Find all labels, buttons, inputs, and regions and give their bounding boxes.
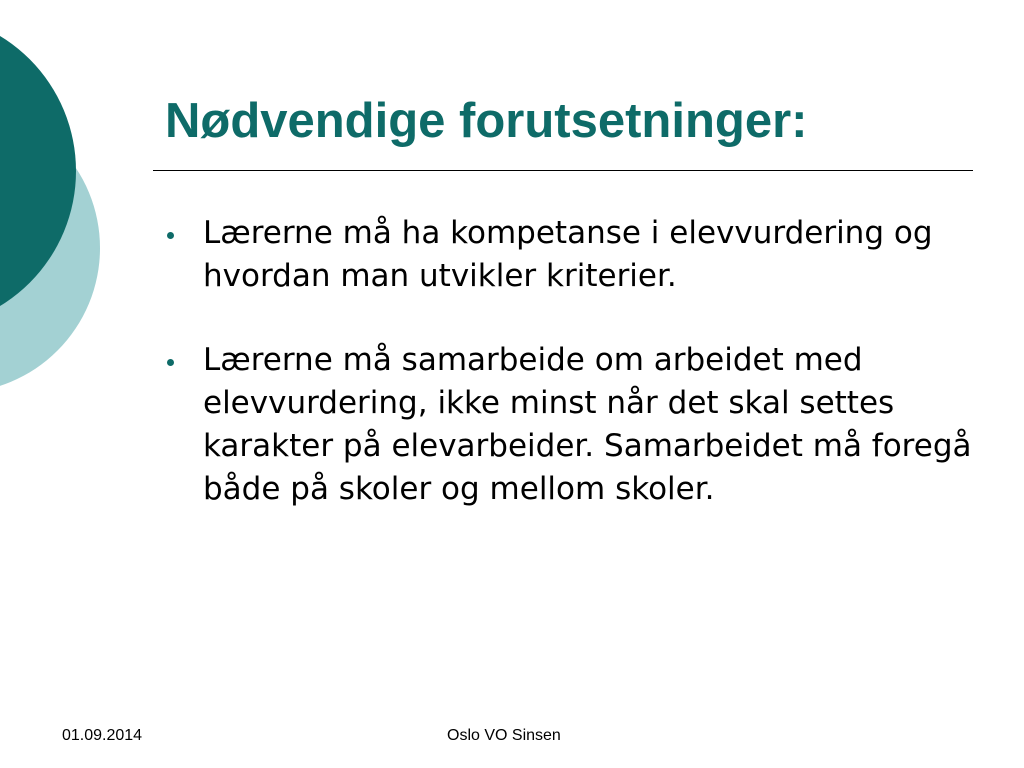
bullet-text: Lærerne må ha kompetanse i elevvurdering og hvordan man utvikler kriterier. — [203, 215, 933, 294]
bullet-text: Lærerne må samarbeide om arbeidet med elevvurdering, ikke minst når det skal settes karakter på elevarbeider. Samarbeidet må foregå både på skoler og mellom skoler. — [203, 342, 972, 507]
slide-title: Nødvendige forutsetninger: — [165, 94, 808, 148]
bullet-dot-icon — [167, 232, 174, 239]
bullet-dot-icon — [167, 359, 174, 366]
bullet-item — [160, 212, 980, 298]
footer-center-text: Oslo VO Sinsen — [447, 727, 561, 744]
footer-date: 01.09.2014 — [62, 727, 143, 744]
bullet-list — [160, 212, 980, 552]
bullet-item — [160, 339, 980, 511]
title-divider — [153, 170, 973, 171]
